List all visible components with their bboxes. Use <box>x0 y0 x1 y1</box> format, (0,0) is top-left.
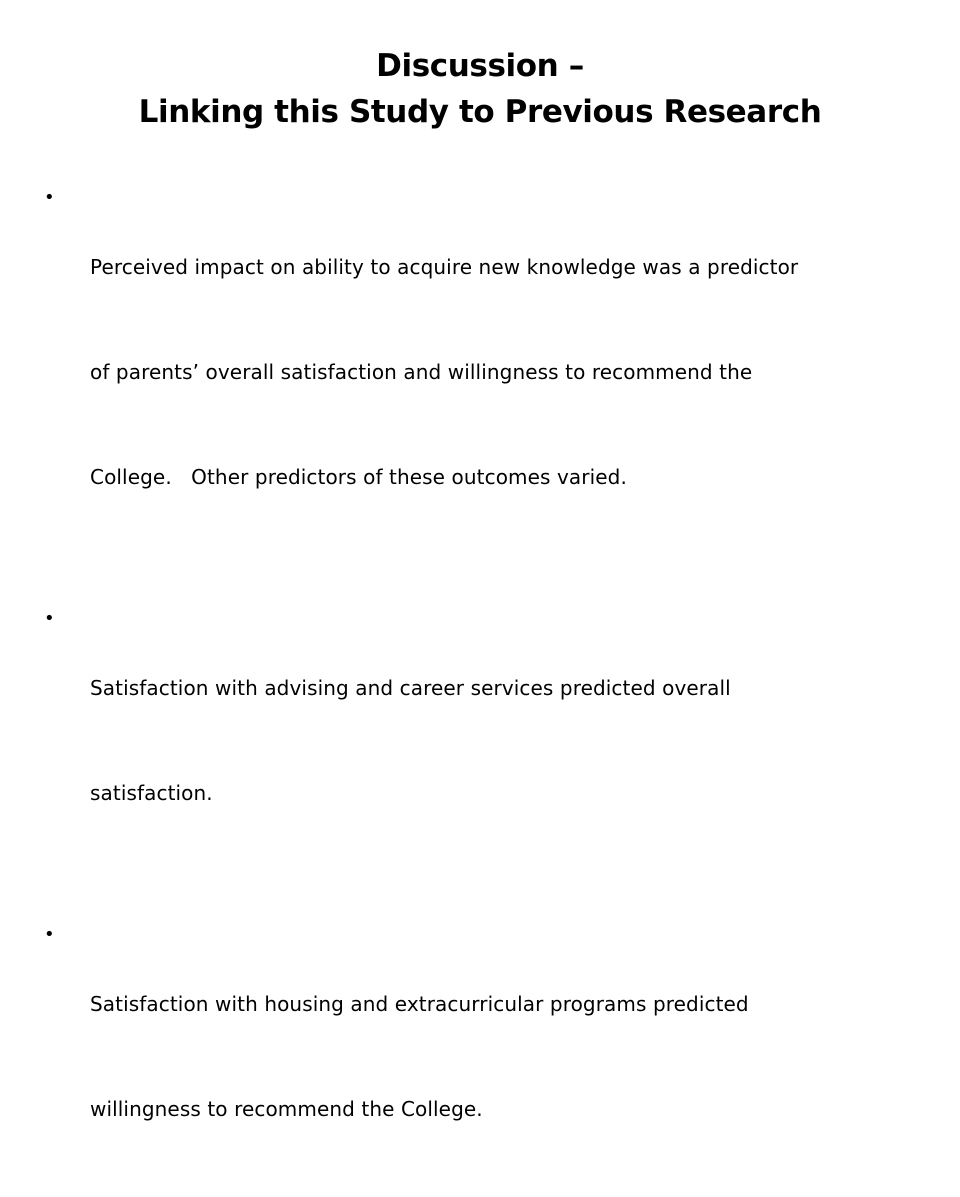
bullet-dot-icon: • <box>44 924 55 945</box>
bullet-dot-icon: • <box>44 608 55 629</box>
bullet-item-2 <box>44 601 924 881</box>
bullet-text-1 <box>90 180 924 565</box>
bullet-dot-icon: • <box>44 187 55 208</box>
slide-title <box>60 43 900 135</box>
bullet-text-3 <box>90 917 924 1197</box>
slide-title-line-1: Discussion – <box>376 47 584 84</box>
bullet-list <box>44 180 924 1197</box>
bullet-3-line-2: willingness to recommend the College. <box>90 1097 483 1121</box>
bullet-1-line-2: of parents’ overall satisfaction and willingness to recommend the <box>90 360 753 384</box>
bullet-item-1 <box>44 180 924 565</box>
bullet-2-line-1: Satisfaction with advising and career services predicted overall <box>90 676 731 700</box>
bullet-text-2 <box>90 601 924 881</box>
bullet-item-3 <box>44 917 924 1197</box>
bullet-1-line-3: College. Other predictors of these outcomes varied. <box>90 465 627 489</box>
bullet-1-line-1: Perceived impact on ability to acquire new knowledge was a predictor <box>90 255 799 279</box>
slide-title-line-2: Linking this Study to Previous Research <box>138 93 822 130</box>
bullet-2-line-2: satisfaction. <box>90 781 213 805</box>
bullet-3-line-1: Satisfaction with housing and extracurricular programs predicted <box>90 992 749 1016</box>
